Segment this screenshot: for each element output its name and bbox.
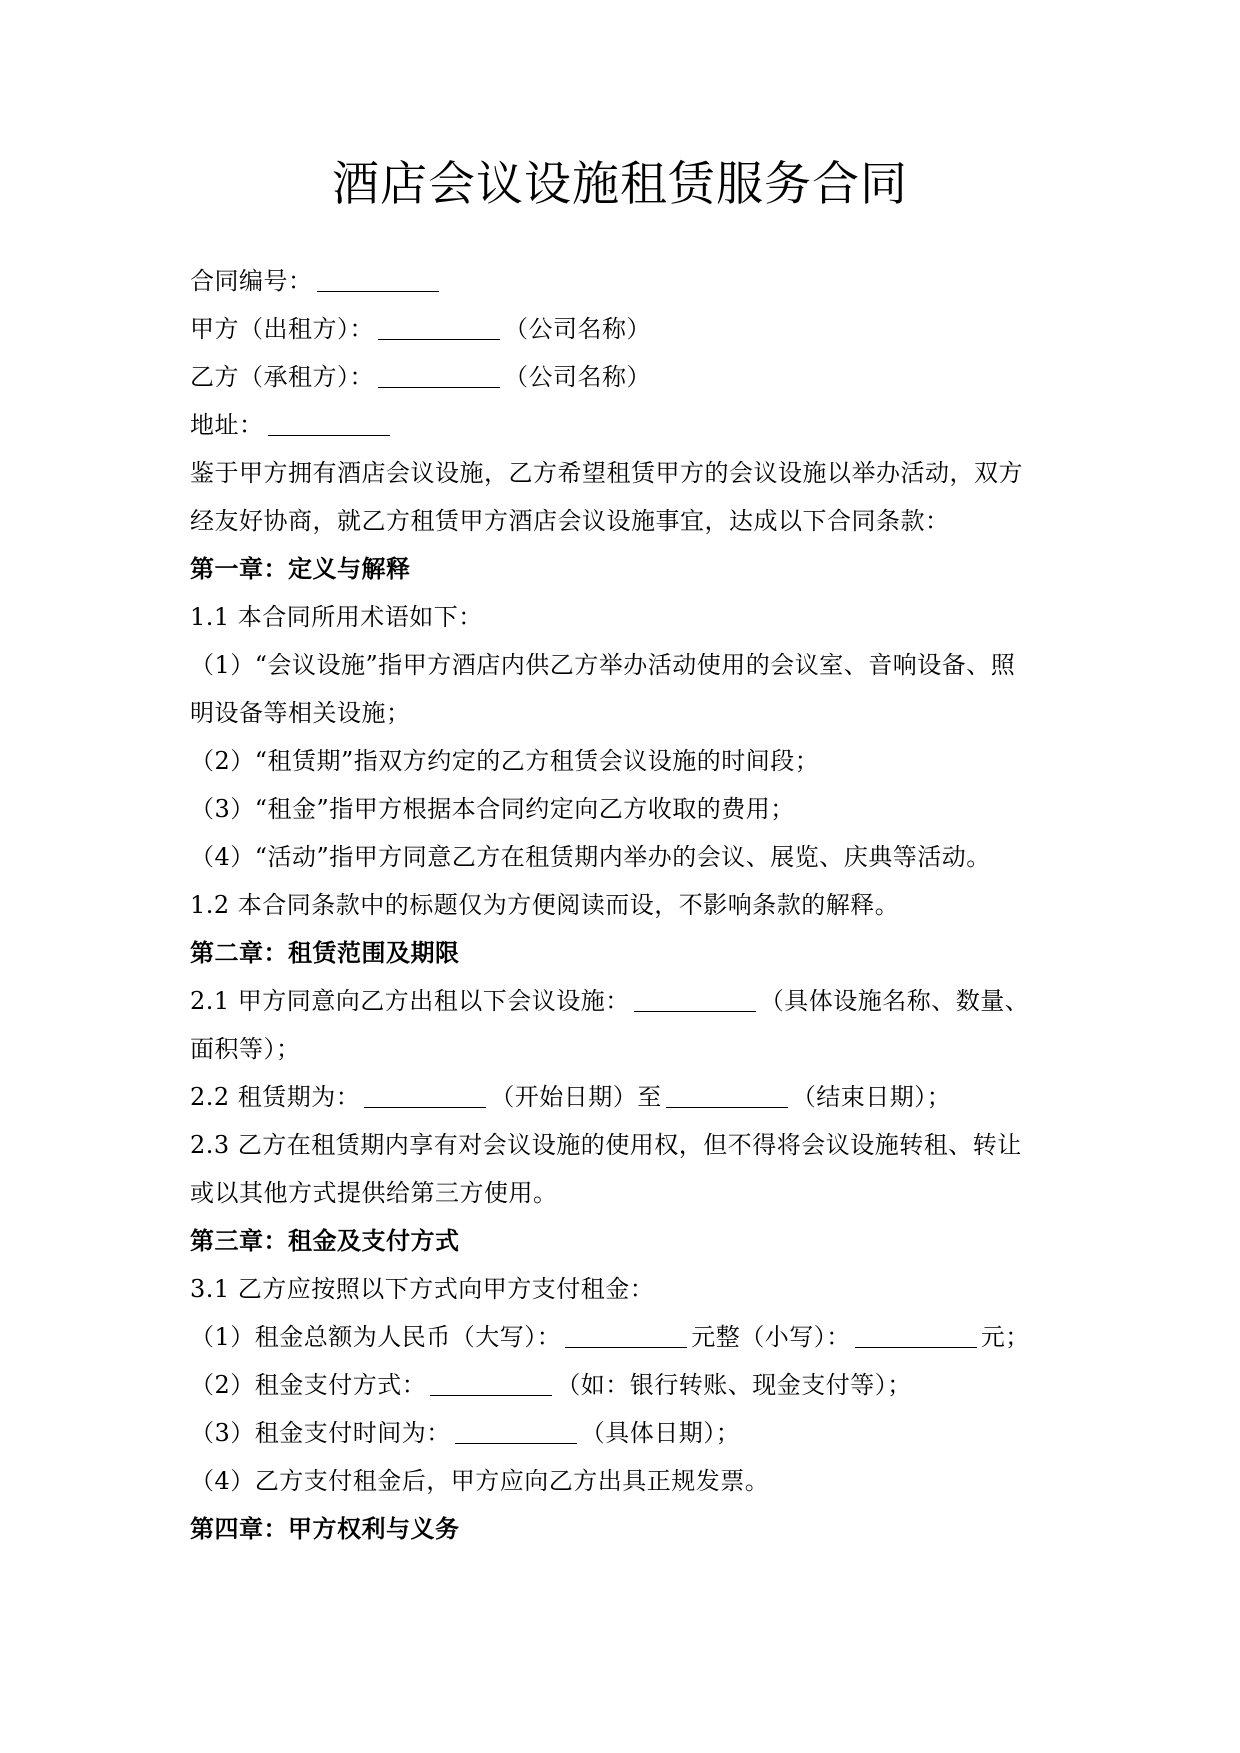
payment-method-pre: （2）租金支付方式： [190, 1371, 427, 1399]
clause-2-1 [190, 977, 1060, 1025]
party-a-blank[interactable] [378, 315, 500, 340]
rent-total-mid: 元整（小写）： [691, 1323, 851, 1351]
contract-number-label: 合同编号： [190, 267, 313, 295]
address-blank[interactable] [268, 411, 390, 436]
chapter-1-heading: 第一章：定义与解释 [190, 554, 411, 583]
document-body [190, 257, 1060, 1553]
rent-total-post: 元； [980, 1323, 1030, 1351]
party-b-line [190, 353, 1060, 401]
clause-2-1-pre: 2.1 甲方同意向乙方出租以下会议设施： [190, 987, 630, 1015]
party-b-label: 乙方（承租方）： [190, 363, 374, 391]
clause-1-1: 1.1 本合同所用术语如下： [190, 603, 483, 631]
contract-number-blank[interactable] [317, 267, 439, 292]
party-a-label: 甲方（出租方）： [190, 315, 374, 343]
clause-2-3-a: 2.3 乙方在租赁期内享有对会议设施的使用权，但不得将会议设施转租、转让 [190, 1131, 1022, 1159]
clause-2-1-b: 面积等）； [190, 1035, 301, 1063]
intro-line-2: 经友好协商，就乙方租赁甲方酒店会议设施事宜，达成以下合同条款： [190, 507, 950, 535]
clause-1-1-item-2: （2）“租赁期”指双方约定的乙方租赁会议设施的时间段； [190, 747, 820, 775]
chapter-2-heading: 第二章：租赁范围及期限 [190, 938, 460, 967]
chapter-4-heading: 第四章：甲方权利与义务 [190, 1514, 460, 1543]
party-a-suffix: （公司名称） [504, 315, 651, 343]
address-label: 地址： [190, 411, 264, 439]
rent-total-pre: （1）租金总额为人民币（大写）： [190, 1323, 562, 1351]
clause-1-1-item-1a: （1）“会议设施”指甲方酒店内供乙方举办活动使用的会议室、音响设备、照 [190, 651, 1016, 679]
clause-2-2-pre: 2.2 租赁期为： [190, 1083, 361, 1111]
payment-method-blank[interactable] [430, 1371, 552, 1396]
payment-time-post: （具体日期）； [580, 1419, 741, 1447]
clause-3-1-item-1 [190, 1313, 1060, 1361]
clause-1-1-item-4: （4）“活动”指甲方同意乙方在租赁期内举办的会议、展览、庆典等活动。 [190, 843, 991, 871]
clause-1-1-item-3: （3）“租金”指甲方根据本合同约定向乙方收取的费用； [190, 795, 795, 823]
payment-method-post: （如：银行转账、现金支付等）； [556, 1371, 912, 1399]
payment-time-blank[interactable] [455, 1419, 577, 1444]
clause-3-1: 3.1 乙方应按照以下方式向甲方支付租金： [190, 1275, 655, 1303]
clause-3-1-item-2 [190, 1361, 1060, 1409]
chapter-3-heading: 第三章：租金及支付方式 [190, 1226, 460, 1255]
contract-number-line [190, 257, 1060, 305]
clause-3-1-item-3 [190, 1409, 1060, 1457]
facility-blank[interactable] [634, 987, 756, 1012]
intro-line-1: 鉴于甲方拥有酒店会议设施，乙方希望租赁甲方的会议设施以举办活动，双方 [190, 459, 1023, 487]
clause-2-2-post: （结束日期）； [791, 1083, 952, 1111]
address-line [190, 401, 1060, 449]
clause-1-1-item-1b: 明设备等相关设施； [190, 699, 411, 727]
clause-2-3-b: 或以其他方式提供给第三方使用。 [190, 1179, 558, 1207]
clause-1-2: 1.2 本合同条款中的标题仅为方便阅读而设，不影响条款的解释。 [190, 891, 900, 919]
party-b-suffix: （公司名称） [504, 363, 651, 391]
payment-time-pre: （3）租金支付时间为： [190, 1419, 451, 1447]
party-b-blank[interactable] [378, 363, 500, 388]
rent-uppercase-blank[interactable] [565, 1323, 687, 1348]
clause-3-1-item-4: （4）乙方支付租金后，甲方应向乙方出具正规发票。 [190, 1467, 770, 1495]
clause-2-2-mid: （开始日期）至 [490, 1083, 662, 1111]
end-date-blank[interactable] [666, 1083, 788, 1108]
clause-2-2 [190, 1073, 1060, 1121]
clause-2-1-post: （具体设施名称、数量、 [759, 987, 1030, 1015]
party-a-line [190, 305, 1060, 353]
start-date-blank[interactable] [364, 1083, 486, 1108]
rent-lowercase-blank[interactable] [855, 1323, 977, 1348]
document-title: 酒店会议设施租赁服务合同 [332, 157, 908, 212]
